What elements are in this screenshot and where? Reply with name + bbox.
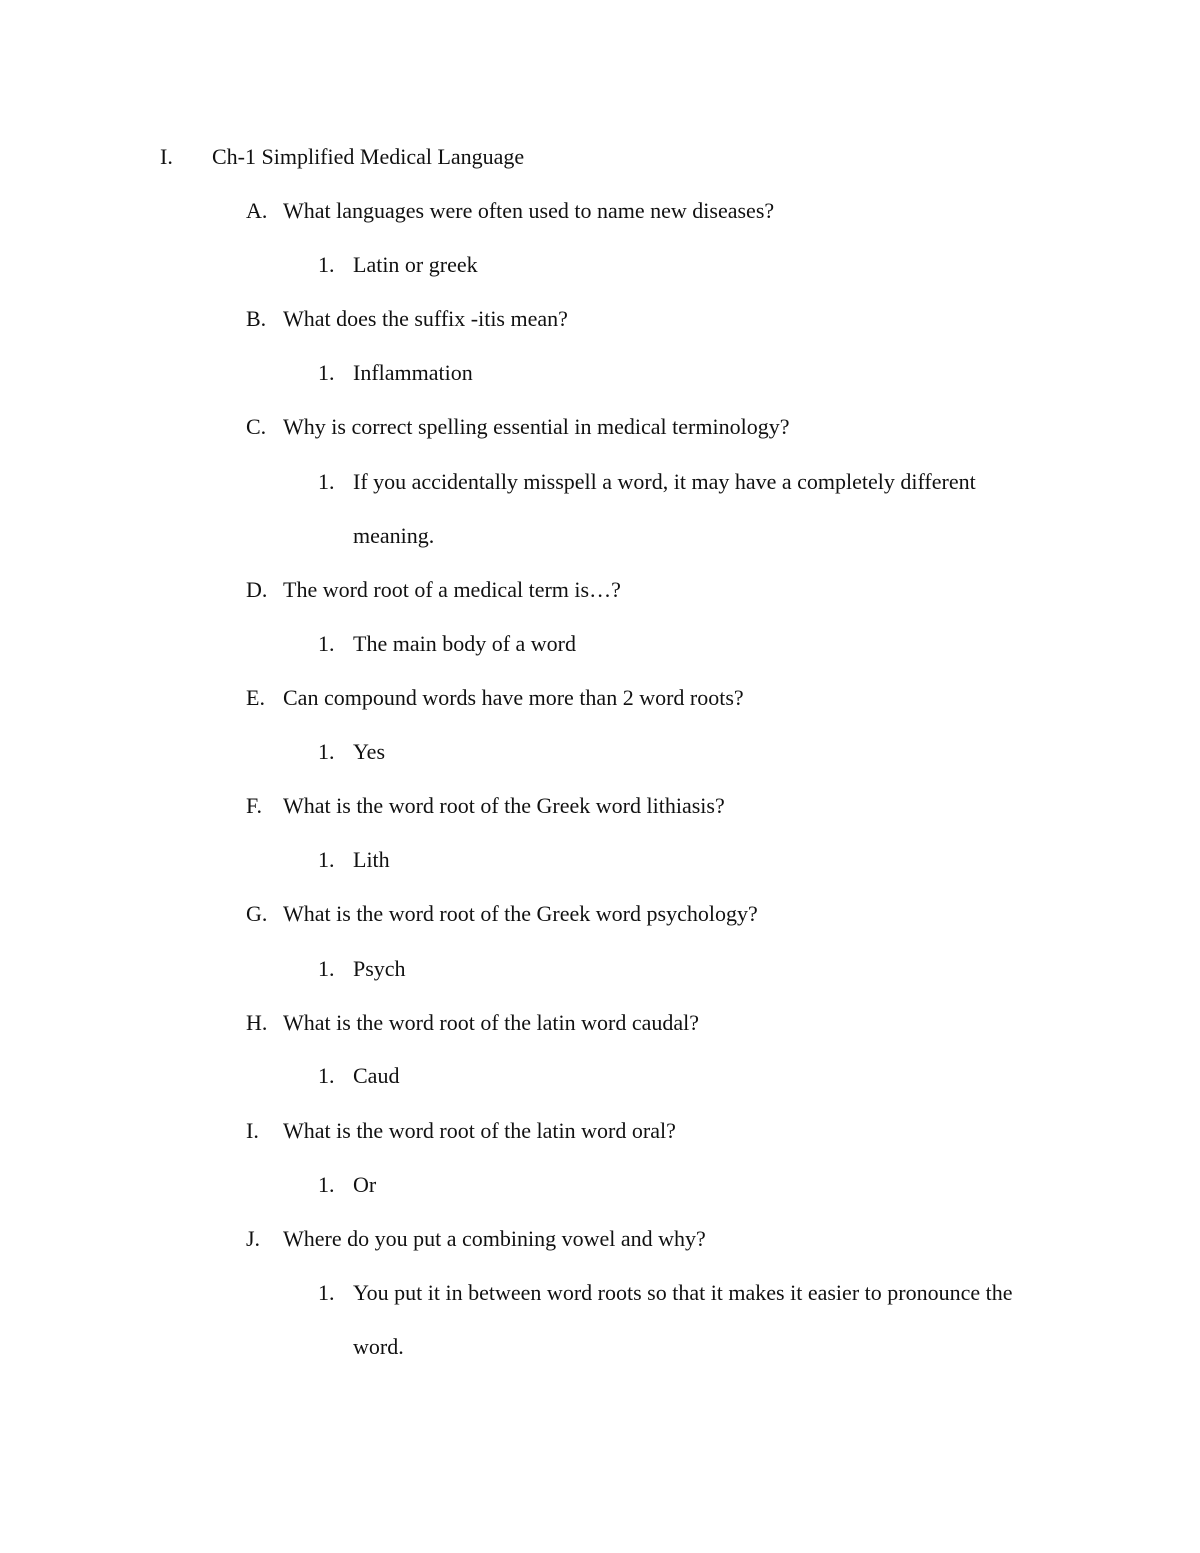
- answer-marker: 1.: [318, 956, 335, 981]
- answer-marker: 1.: [318, 469, 335, 494]
- question-text: What is the word root of the Greek word psychology?: [283, 901, 758, 926]
- answer-text: Yes: [353, 739, 386, 764]
- question-marker: B.: [246, 306, 267, 331]
- question-marker: E.: [246, 685, 265, 710]
- answer-marker: 1.: [318, 1172, 335, 1197]
- answer-text: If you accidentally misspell a word, it may have a completely different: [353, 469, 976, 494]
- answer-marker: 1.: [318, 847, 335, 872]
- answer-marker: 1.: [318, 252, 335, 277]
- question-text: The word root of a medical term is…?: [283, 577, 621, 602]
- question-text: What languages were often used to name new diseases?: [283, 198, 775, 223]
- question-marker: C.: [246, 414, 267, 439]
- question-text: Why is correct spelling essential in medical terminology?: [283, 414, 790, 439]
- section-marker: I.: [160, 144, 173, 169]
- answer-text: Latin or greek: [353, 252, 478, 277]
- answer-marker: 1.: [318, 360, 335, 385]
- question-marker: F.: [246, 793, 262, 818]
- answer-text: Caud: [353, 1063, 400, 1088]
- question-text: What does the suffix -itis mean?: [283, 306, 568, 331]
- section-title: Ch-1 Simplified Medical Language: [212, 144, 525, 169]
- question-marker: J.: [246, 1226, 261, 1251]
- answer-text: Psych: [353, 956, 406, 981]
- question-marker: G.: [246, 901, 268, 926]
- answer-text: You put it in between word roots so that it makes it easier to pronounce the: [353, 1280, 1013, 1305]
- question-text: What is the word root of the Greek word lithiasis?: [283, 793, 725, 818]
- answer-marker: 1.: [318, 739, 335, 764]
- question-marker: H.: [246, 1010, 268, 1035]
- answer-text-continued: meaning.: [353, 523, 435, 548]
- answer-text: Inflammation: [353, 360, 473, 385]
- question-marker: I.: [246, 1118, 259, 1143]
- answer-marker: 1.: [318, 1280, 335, 1305]
- question-marker: A.: [246, 198, 268, 223]
- answer-marker: 1.: [318, 631, 335, 656]
- question-text: Can compound words have more than 2 word roots?: [283, 685, 744, 710]
- question-text: What is the word root of the latin word caudal?: [283, 1010, 700, 1035]
- answer-text: Lith: [353, 847, 390, 872]
- answer-text: Or: [353, 1172, 377, 1197]
- answer-marker: 1.: [318, 1063, 335, 1088]
- question-text: Where do you put a combining vowel and why?: [283, 1226, 706, 1251]
- question-marker: D.: [246, 577, 268, 602]
- answer-text-continued: word.: [353, 1334, 404, 1359]
- answer-text: The main body of a word: [353, 631, 576, 656]
- question-text: What is the word root of the latin word oral?: [283, 1118, 676, 1143]
